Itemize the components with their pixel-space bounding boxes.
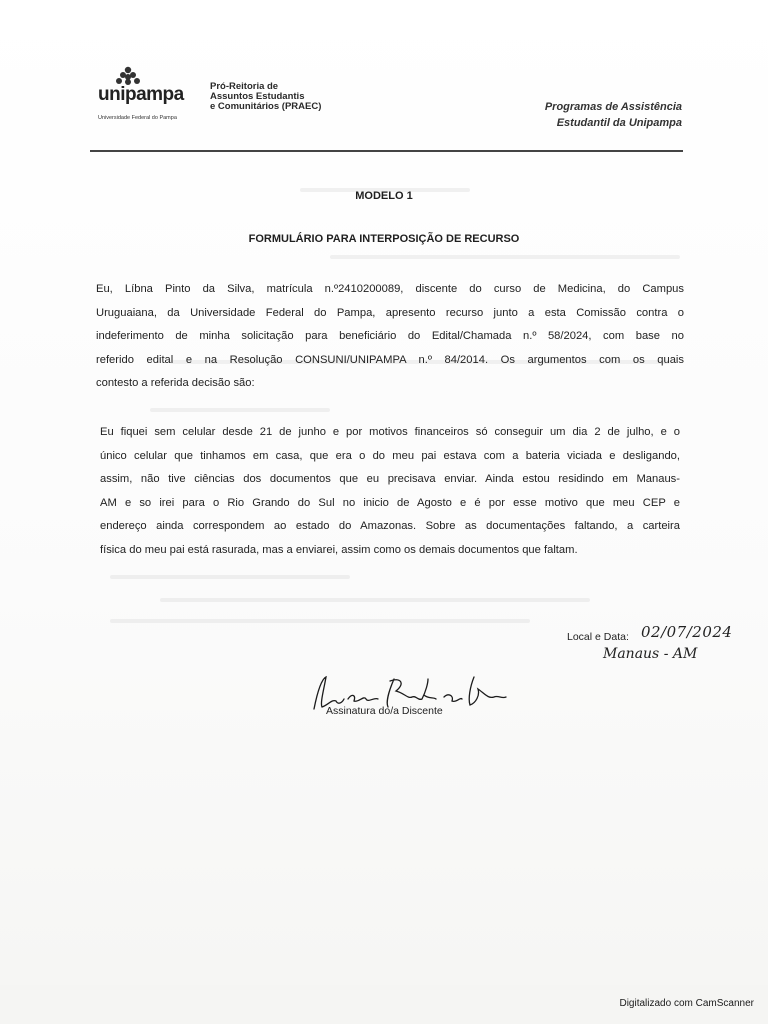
handwritten-date: 02/07/2024	[641, 623, 733, 641]
form-title: FORMULÁRIO PARA INTERPOSIÇÃO DE RECURSO	[248, 233, 520, 245]
intro-paragraph	[96, 278, 684, 396]
paragraph-line: assim, não tive ciências dos documentos que eu precisava enviar. Ainda estou residindo em Manaus-	[100, 473, 680, 485]
bleed-through-mark	[110, 619, 530, 623]
unipampa-logo	[96, 66, 204, 128]
bleed-through-mark	[110, 575, 350, 579]
logo-wordmark: unipampa	[98, 84, 184, 105]
bleed-through-mark	[160, 598, 590, 602]
model-title: MODELO 1	[355, 190, 413, 202]
paragraph-line: indeferimento de minha solicitação para beneficiário do Edital/Chamada n.º 58/2024, com base no	[96, 330, 684, 342]
programs-heading	[545, 99, 682, 131]
arguments-paragraph	[100, 421, 680, 562]
paragraph-line: Uruguaiana, da Universidade Federal do Pampa, apresento recurso junto a esta Comissão contra o	[96, 306, 684, 319]
paragraph-line: física do meu pai está rasurada, mas a enviarei, assim como os demais documentos que faltam.	[100, 543, 578, 556]
paragraph-line: endereço ainda correspondem ao estado do Amazonas. Sobre as documentações faltando, a carteira	[100, 520, 680, 532]
bleed-through-mark	[330, 255, 680, 259]
scanner-footer: Digitalizado com CamScanner	[619, 998, 754, 1009]
paragraph-line: Eu fiquei sem celular desde 21 de junho e por motivos financeiros só conseguir um dia 2 de julho, e o	[100, 426, 680, 438]
praec-heading	[210, 82, 321, 112]
praec-line: Pró-Reitoria de	[210, 81, 279, 92]
bleed-through-mark	[150, 408, 330, 412]
header-divider	[90, 150, 683, 152]
paragraph-line: Eu, Líbna Pinto da Silva, matrícula n.º2410200089, discente do curso de Medicina, do Campus	[96, 283, 684, 295]
place-date-label: Local e Data:	[567, 631, 629, 643]
praec-line: Assuntos Estudantis	[210, 91, 305, 102]
signature-caption: Assinatura do/a Discente	[326, 705, 443, 717]
praec-line: e Comunitários (PRAEC)	[210, 101, 322, 112]
logo-figures-icon	[114, 66, 150, 86]
handwritten-city: Manaus - AM	[603, 646, 698, 662]
paragraph-line: referido edital e na Resolução CONSUNI/UNIPAMPA n.º 84/2014. Os argumentos com os quais	[96, 353, 684, 366]
paragraph-line: único celular que tinhamos em casa, que era o do meu pai estava com a bateria viciada e desligando,	[100, 449, 680, 462]
paragraph-line: contesto a referida decisão são:	[96, 377, 255, 389]
logo-subtitle: Universidade Federal do Pampa	[98, 115, 177, 121]
programs-line: Programas de Assistência	[544, 101, 682, 113]
paragraph-line: AM e so irei para o Rio Grando do Sul no inicio de Agosto e é por esse motivo que meu CEP e	[100, 496, 680, 509]
programs-line: Estudantil da Unipampa	[556, 117, 682, 129]
